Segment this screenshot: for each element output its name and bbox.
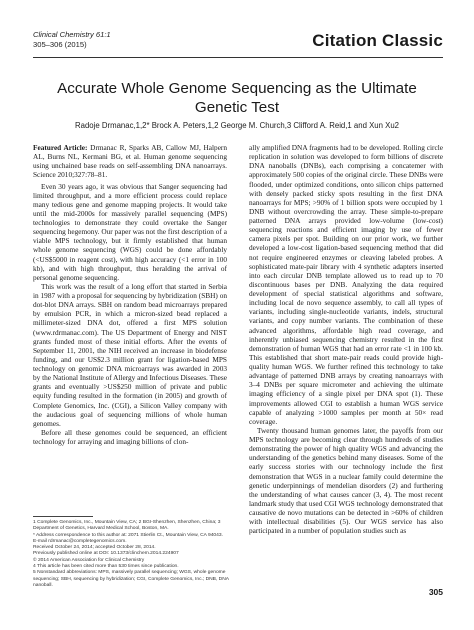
body-paragraph: ally amplified DNA fragments had to be developed. Rolling circle replication in solution was developed to form billions of discrete DNA nanoballs (DNBs), each comprising a concatemer with approximately 500 copies of the original circle. These DNBs were flooded, under optimized conditions, onto silicon chips patterned with densely packed sticky spots resulting in the first DNA nanoarrays for MPS; >90% of 1 billion spots were occupied by 1 DNB without overcrowding the array. These simple-to-prepare patterned DNA arrays provided low-volume (low-cost) sequencing reactions and efficient imaging by use of fewer camera pixels per spot. Building on our prior work, we further developed a low-cost ligation-based sequencing method that did not require engineered enzymes or cleaving labeled probes. A sophisticated mate-pair library with 4 synthetic adapters inserted into each circular DNB template allowed us to read up to 70 discontinuous bases per DNB. Analyzing the data required development of special statistical algorithms and software, including local de novo sequence assembly, to call all types of variants, including single-nucleotide variants, indels, structural variants, and copy number variants. The combination of these advanced algorithms, affordable high read coverage, and inherently unbiased sequencing chemistry resulted in the first demonstration of human WGS that had an error rate <1 in 100 kb. This established that short mate-pair reads could provide high-quality human WGS. We further refined this technology to take advantage of patterned DNB arrays by creating nanoarrays with 3–4 DNBs per square micrometer and achieving the ultimate imaging efficiency of a single pixel per DNA spot (1). These improvements allowed CGI to establish a human WGS service capable of analyzing >1000 samples per month at 50× read coverage. — [249, 143, 443, 426]
body-paragraph: Before all these genomes could be sequenced, an efficient technology for arraying and imaging billions of clon- — [33, 427, 227, 446]
header-rule — [33, 57, 443, 58]
journal-name: Clinical Chemistry 61:1 — [33, 30, 111, 39]
footnote-abbreviations: 5 Nonstandard abbreviations: MPS, massively parallel sequencing; WGS, whole genome sequencing; SBH, sequencing by hybridization; CGI, Complete Genomics, Inc.; DNB, DNA nanoball. — [33, 570, 229, 588]
body-paragraph: Even 30 years ago, it was obvious that Sanger sequencing had limited throughput, and a more efficient process could replace many tedious gene and genome mapping projects. It would take until the mid-2000s for massively parallel sequencing (MPS) technologies to demonstrate they could overtake the Sanger sequencing hegemony. Our paper was not the first description of a viable MPS technology, but it firmly established that human whole genome sequencing (WGS) could be done affordably (<US$5000 in reagent cost), with high accuracy (<1 error in 100 kb), and with high throughput, thus heralding the arrival of personal genome sequencing. — [33, 181, 227, 282]
footnote-rule — [33, 516, 93, 517]
article-title: Accurate Whole Genome Sequencing as the Ultimate Genetic Test — [57, 80, 417, 116]
footnote-copyright: © 2014 American Association for Clinical Chemistry — [33, 557, 145, 563]
body-paragraph: Twenty thousand human genomes later, the payoffs from our MPS technology are becoming clear through hundreds of studies demonstrating the power of high quality WGS and advancing the understanding of the genetics behind many diseases. Some of the early success stories with our technology include the first demonstration that WGS in a nuclear family could determine the genetic underpinnings of mendelian disorders (2) and furthering the understanding of what causes cancer (3, 4). The most recent landmark study that used CGI WGS technology demonstrated that causative de novo mutations can be detected in >60% of children with intellectual disabilities (5). Our WGS service has also participated in a number of population studies such as — [249, 425, 443, 536]
footnote-correspondence: * Address correspondence to this author at: 2071 Stierlin Ct., Mountain View, CA 94043. E-mail rdrmanac@completegenomics.com. — [33, 532, 223, 544]
journal-pages: 305–306 (2015) — [33, 39, 87, 49]
featured-article-citation — [33, 143, 227, 180]
body-paragraph: This work was the result of a long effort that started in Serbia in 1987 with a proposal for sequencing by hybridization (SBH) on dot-blot DNA arrays. SBH on random bead microarrays prepared by emulsion PCR, in which a micron-sized bead replaced a millimeter-sized DNA dot, offered a first MPS solution (www.rdrmanac.com). The US Department of Energy and NIST grants funded most of these initial efforts. After the events of September 11, 2001, the NIH received an increase in biodefense funding, and our US$2.3 million grant for ligation-based MPS technology on genomic DNA microarrays was awarded in 2003 by the National Institute of Allergy and Infectious Diseases. These grants and eventually >US$250 million of private and public equity funding resulted in the formation (in 2005) and growth of Complete Genomics, Inc. (CGI), a Silicon Valley company with the audacious goal of sequencing millions of whole human genomes. — [33, 281, 227, 428]
footnote-doi: Previously published online at DOI: 10.1373/clinchem.2014.224907 — [33, 551, 179, 557]
footnote-citations: 4 This article has been cited more than 530 times since publication. — [33, 564, 179, 570]
citation-text: Drmanac R, Sparks AB, Callow MJ, Halpern AL, Burns NL, Kermani BG, et al. Human genome sequencing using unchained base reads on self-assembling DNA nanoarrays. Science 2010;327:78–81. — [33, 143, 228, 180]
journal-header — [33, 30, 443, 58]
right-column — [249, 143, 443, 535]
footnote-dates: Received October 24, 2014; accepted October 28, 2014. — [33, 545, 156, 551]
footnote-affiliations: 1 Complete Genomics, Inc., Mountain View, CA; 2 BGI-Shenzhen, Shenzhen, China; 3 Department of Genetics, Harvard Medical School, Boston, MA. — [33, 520, 221, 532]
author-list: Radoje Drmanac,1,2* Brock A. Peters,1,2 George M. Church,3 Clifford A. Reid,1 and Xun Xu2 — [74, 121, 400, 130]
page-number: 305 — [428, 587, 443, 597]
featured-label: Featured Article: — [33, 143, 88, 152]
left-column — [33, 143, 227, 446]
section-label: Citation Classic — [312, 31, 443, 50]
footnotes — [33, 516, 229, 589]
